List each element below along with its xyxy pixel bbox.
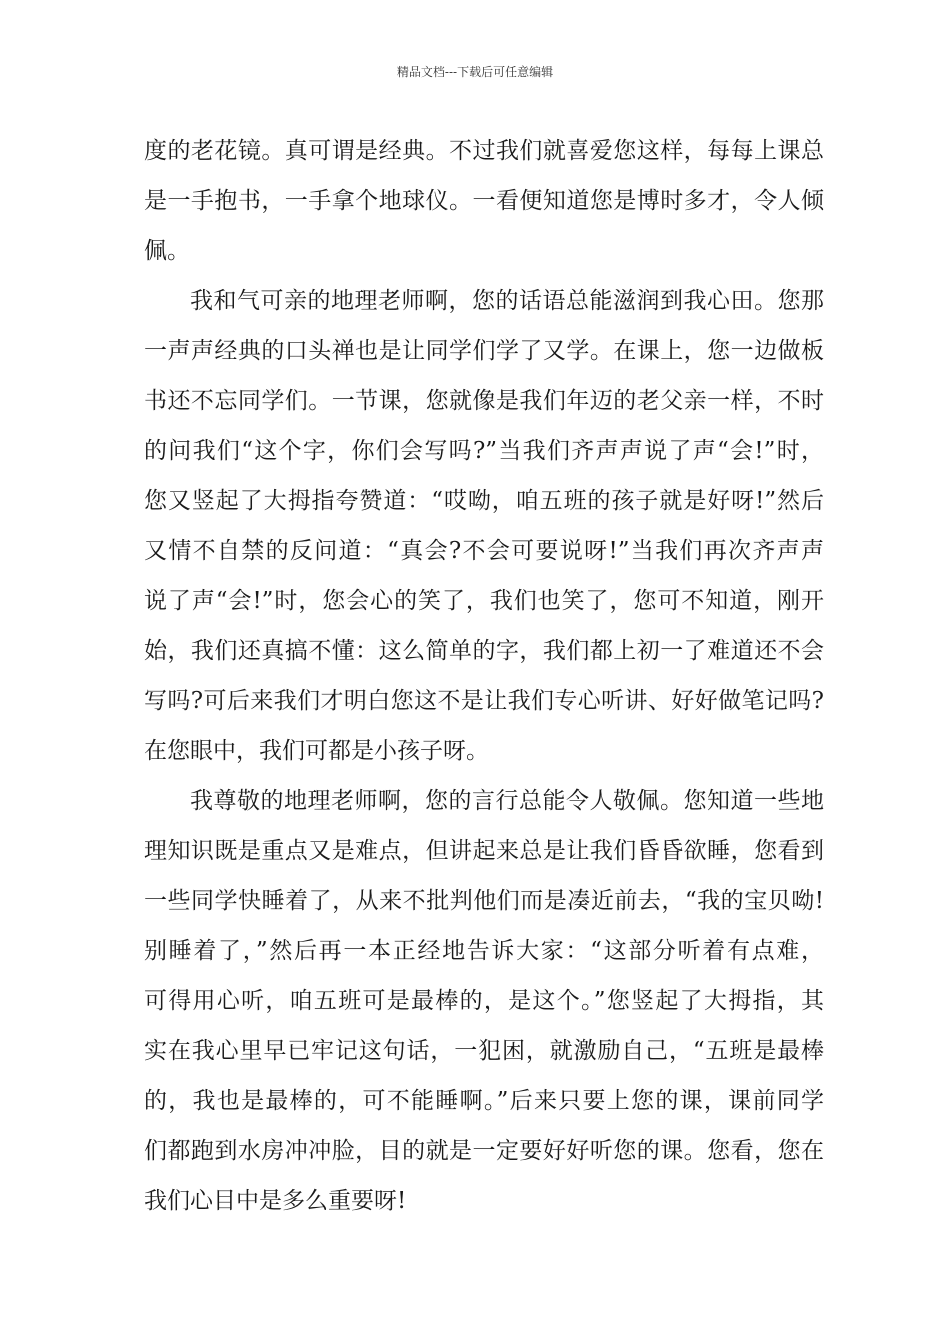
text-line: 在您眼中，我们可都是小孩子呀。 [144, 738, 489, 764]
text-line: 一声声经典的口头禅也是让同学们学了又学。在课上，您一边做板 [144, 338, 824, 364]
page-header: 精品文档---下载后可任意编辑 [396, 65, 554, 79]
text-line: 书还不忘同学们。一节课，您就像是我们年迈的老父亲一样，不时 [144, 388, 824, 414]
document-body [144, 126, 824, 1226]
text-line: 是一手抱书，一手拿个地球仪。一看便知道您是博时多才，令人倾 [144, 188, 824, 214]
text-line: 理知识既是重点又是难点，但讲起来总是让我们昏昏欲睡，您看到 [144, 838, 824, 864]
text-line: 我尊敬的地理老师啊，您的言行总能令人敬佩。您知道一些地 [190, 788, 824, 814]
text-line: 您又竖起了大拇指夸赞道：“哎呦，咱五班的孩子就是好呀!”然后 [144, 488, 824, 514]
text-line: 我们心目中是多么重要呀! [144, 1188, 407, 1214]
paragraph [144, 776, 824, 1226]
text-line: 写吗?可后来我们才明白您这不是让我们专心听讲、好好做笔记吗? [144, 688, 824, 714]
text-line: 一些同学快睡着了，从来不批判他们而是凑近前去，“我的宝贝呦! [144, 888, 824, 914]
text-line: 实在我心里早已牢记这句话，一犯困，就激励自己，“五班是最棒 [144, 1038, 824, 1064]
text-line: 可得用心听，咱五班可是最棒的，是这个。”您竖起了大拇指，其 [144, 988, 824, 1014]
text-line: 的问我们“这个字，你们会写吗?”当我们齐声声说了声“会!”时， [144, 438, 824, 464]
text-line: 度的老花镜。真可谓是经典。不过我们就喜爱您这样，每每上课总 [144, 138, 824, 164]
text-line: 说了声“会!”时，您会心的笑了，我们也笑了，您可不知道，刚开 [144, 588, 824, 614]
text-line: 佩。 [144, 238, 190, 264]
text-line: 我和气可亲的地理老师啊，您的话语总能滋润到我心田。您那 [190, 288, 824, 314]
text-line: 又情不自禁的反问道：“真会?不会可要说呀!”当我们再次齐声声 [144, 538, 824, 564]
paragraph [144, 126, 824, 276]
text-line: 别睡着了，”然后再一本正经地告诉大家：“这部分听着有点难， [144, 938, 824, 964]
text-line: 的，我也是最棒的，可不能睡啊。”后来只要上您的课，课前同学 [144, 1088, 824, 1114]
text-line: 始，我们还真搞不懂：这么简单的字，我们都上初一了难道还不会 [144, 638, 824, 664]
paragraph [144, 276, 824, 776]
text-line: 们都跑到水房冲冲脸，目的就是一定要好好听您的课。您看，您在 [144, 1138, 824, 1164]
